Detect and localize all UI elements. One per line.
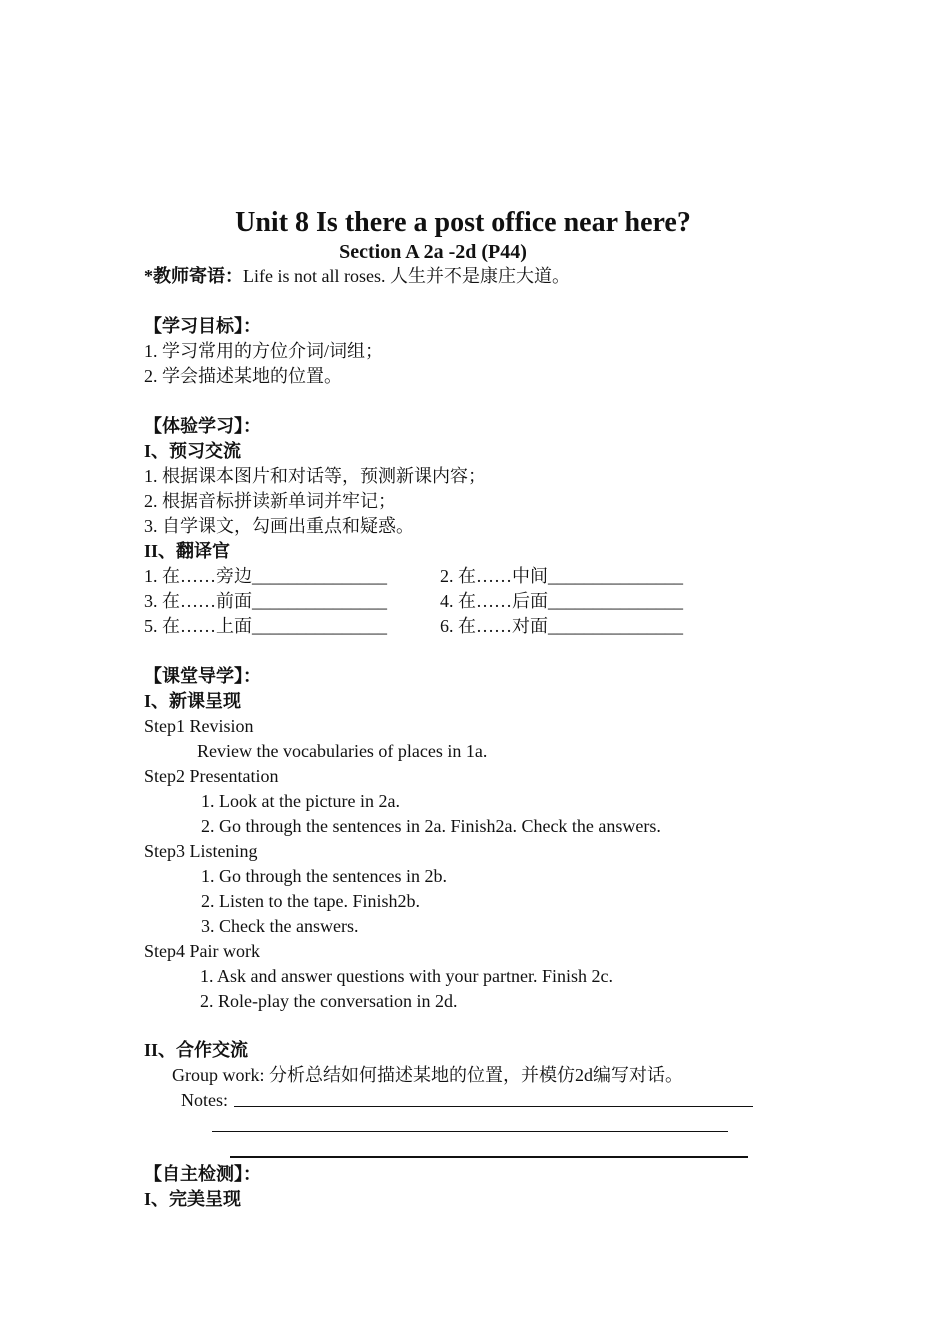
- motto-text: Life is not all roses. 人生并不是康庄大道。: [243, 266, 570, 286]
- preview-item: 1. 根据课本图片和对话等，预测新课内容；: [144, 466, 486, 486]
- self-check-heading: 【自主检测】：: [144, 1164, 261, 1184]
- notes-blank-line[interactable]: [234, 1106, 753, 1107]
- step3-label: Step3 Listening: [144, 841, 258, 861]
- notes-label: Notes:: [181, 1090, 228, 1110]
- group-work-text: Group work: 分析总结如何描述某地的位置，并模仿2d编写对话。: [172, 1065, 683, 1085]
- step2-item: 1. Look at the picture in 2a.: [201, 791, 400, 811]
- goal-item: 1. 学习常用的方位介词/词组；: [144, 341, 383, 361]
- classroom-heading: 【课堂导学】：: [144, 666, 261, 686]
- translate-item: 3. 在……前面_______________: [144, 591, 387, 611]
- experience-heading: 【体验学习】：: [144, 416, 261, 436]
- preview-heading: I、预习交流: [144, 441, 242, 461]
- perfect-present-heading: I、完美呈现: [144, 1189, 242, 1209]
- teacher-motto: [144, 264, 570, 288]
- preview-item: 2. 根据音标拼读新单词并牢记；: [144, 491, 396, 511]
- step2-label: Step2 Presentation: [144, 766, 279, 786]
- translate-heading: II、翻译官: [144, 541, 231, 561]
- translate-item: 1. 在……旁边_______________: [144, 566, 387, 586]
- step4-item: 1. Ask and answer questions with your partner. Finish 2c.: [200, 966, 613, 986]
- cooperation-heading: II、合作交流: [144, 1040, 249, 1060]
- step1-label: Step1 Revision: [144, 716, 254, 736]
- translate-item: 4. 在……后面_______________: [440, 591, 683, 611]
- step4-item: 2. Role-play the conversation in 2d.: [200, 991, 458, 1011]
- notes-blank-line[interactable]: [212, 1131, 728, 1132]
- step1-item: Review the vocabularies of places in 1a.: [197, 741, 488, 761]
- step2-item: 2. Go through the sentences in 2a. Finish2a. Check the answers.: [201, 816, 661, 836]
- new-lesson-heading: I、新课呈现: [144, 691, 242, 711]
- motto-label: *教师寄语：: [144, 266, 243, 286]
- step3-item: 1. Go through the sentences in 2b.: [201, 866, 447, 886]
- translate-item: 2. 在……中间_______________: [440, 566, 683, 586]
- goals-heading: 【学习目标】：: [144, 316, 261, 336]
- unit-title: Unit 8 Is there a post office near here?: [235, 207, 691, 238]
- step3-item: 2. Listen to the tape. Finish2b.: [201, 891, 420, 911]
- translate-item: 5. 在……上面_______________: [144, 616, 387, 636]
- step3-item: 3. Check the answers.: [201, 916, 359, 936]
- goal-item: 2. 学会描述某地的位置。: [144, 366, 342, 386]
- notes-blank-line[interactable]: [230, 1156, 748, 1158]
- preview-item: 3. 自学课文，勾画出重点和疑惑。: [144, 516, 414, 536]
- translate-item: 6. 在……对面_______________: [440, 616, 683, 636]
- section-subtitle: Section A 2a -2d (P44): [339, 241, 527, 263]
- step4-label: Step4 Pair work: [144, 941, 260, 961]
